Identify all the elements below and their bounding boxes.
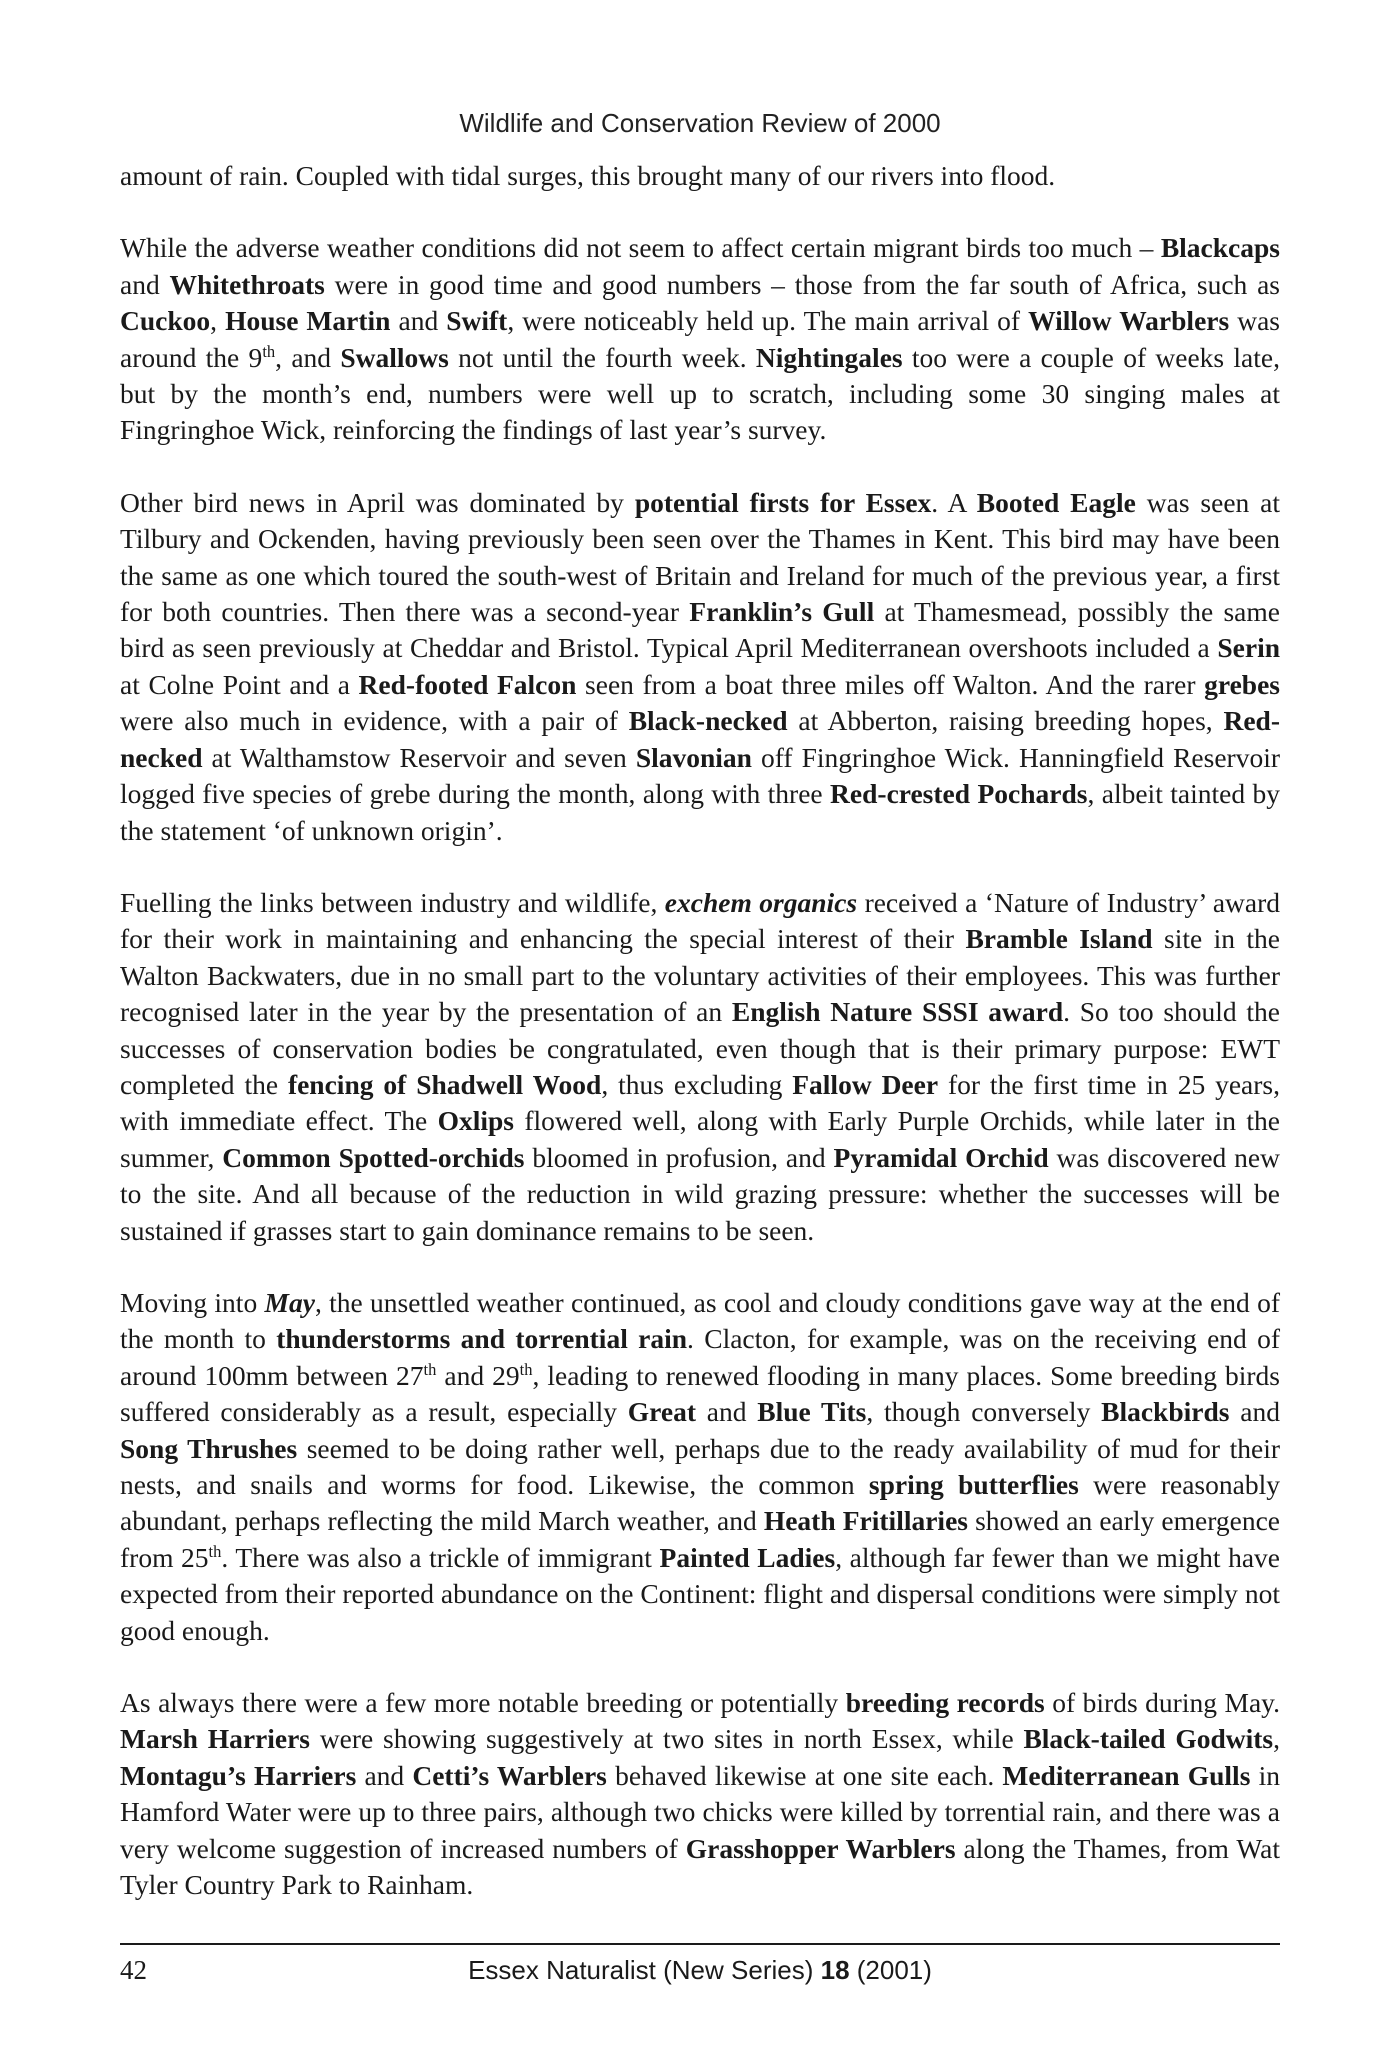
paragraph xyxy=(120,885,1280,1249)
bold-term: Black-tailed Godwits xyxy=(1023,1723,1274,1755)
text-run: , were noticeably held up. The main arrival of xyxy=(507,305,1029,337)
text-run: at Abberton, raising breeding hopes, xyxy=(787,705,1224,737)
text-run: Moving into xyxy=(120,1286,265,1318)
text-run: at Walthamstow Reservoir and seven xyxy=(202,741,636,773)
text-run: and xyxy=(120,268,170,300)
bold-term: Blackcaps xyxy=(1160,232,1280,264)
text-run: was around the 9 xyxy=(120,305,1280,373)
bold-term: Willow Warblers xyxy=(1028,305,1230,337)
journal-citation xyxy=(120,1955,1280,1986)
bold-term: potential firsts for Essex xyxy=(634,486,932,518)
bold-term: spring butterflies xyxy=(868,1469,1079,1500)
text-run: , albeit tainted by the statement ‘of unknown origin’. xyxy=(120,778,1281,846)
bold-term: Mediterranean Gulls xyxy=(1002,1759,1251,1791)
bold-term: fencing of Shadwell Wood xyxy=(287,1068,602,1100)
text-run: , leading to renewed flooding in many places. Some breeding birds suffered considerably as a result, especially xyxy=(120,1359,1281,1428)
text-run: of birds during May. xyxy=(1044,1687,1281,1719)
bold-term: Heath Fritillaries xyxy=(763,1505,968,1537)
emphasis-text: exchem organics xyxy=(664,886,858,918)
text-run: bloomed in profusion, and xyxy=(524,1141,834,1173)
text-run: and 29 xyxy=(436,1359,520,1391)
text-run: behaved likewise at one site each. xyxy=(606,1759,1003,1791)
bold-term: Common Spotted-orchids xyxy=(222,1141,525,1173)
bold-term: Oxlips xyxy=(437,1105,514,1137)
bold-term: Whitethroats xyxy=(169,268,325,300)
page-number: 42 xyxy=(120,1955,147,1985)
text-run: . There was also a trickle of immigrant xyxy=(221,1541,660,1573)
ordinal-suffix: th xyxy=(208,1541,222,1561)
bold-term: House Martin xyxy=(225,305,391,337)
article-body xyxy=(120,158,1280,1939)
bold-term: Fallow Deer xyxy=(792,1068,939,1100)
journal-volume: 18 xyxy=(820,1955,850,1985)
bold-term: Nightingales xyxy=(755,341,903,373)
paragraph xyxy=(120,1285,1280,1649)
text-run: and xyxy=(1229,1396,1280,1428)
running-head: Wildlife and Conservation Review of 2000 xyxy=(459,108,941,138)
text-run: showed an early emergence from 25 xyxy=(120,1505,1280,1573)
bold-term: Blackbirds xyxy=(1101,1396,1230,1428)
footer-rule xyxy=(120,1943,1280,1945)
bold-term: Pyramidal Orchid xyxy=(833,1141,1049,1173)
text-run: , although far fewer than we might have expected from their reported abundance on the Continent: flight and dispersal conditions were simply not good enough. xyxy=(120,1541,1281,1646)
ordinal-suffix: th xyxy=(262,341,276,361)
bold-term: Swift xyxy=(446,305,508,337)
text-run: were showing suggestively at two sites in north Essex, while xyxy=(310,1723,1024,1755)
journal-year: (2001) xyxy=(849,1955,932,1985)
text-run: . So too should the successes of conservation bodies be congratulated, even though that is their primary purpose: EWT completed the xyxy=(120,996,1280,1100)
ordinal-suffix: th xyxy=(519,1359,533,1379)
paragraph xyxy=(120,1685,1280,1903)
text-run: and xyxy=(356,1759,413,1791)
text-run: at Thamesmead, possibly the same bird as seen previously at Cheddar and Bristol. Typical April Mediterranean overshoots included a xyxy=(120,596,1280,664)
bold-term: Red-footed Falcon xyxy=(358,668,577,700)
bold-term: grebes xyxy=(1204,668,1280,700)
paragraph xyxy=(120,485,1280,849)
bold-term: English Nature SSSI award xyxy=(731,996,1064,1028)
bold-term: Bramble Island xyxy=(965,923,1153,955)
text-run: received a ‘Nature of Industry’ award for their work in maintaining and enhancing the special interest of their xyxy=(120,886,1280,955)
emphasis-text: May xyxy=(264,1286,315,1318)
text-run: in Hamford Water were up to three pairs, although two chicks were killed by torrential rain, and there was a very welcome suggestion of increased numbers of xyxy=(120,1759,1280,1864)
bold-term: Black-necked xyxy=(628,705,788,737)
text-run: , and xyxy=(275,341,341,373)
text-run: and xyxy=(390,305,447,337)
text-run: As always there were a few more notable breeding or potentially xyxy=(120,1687,846,1719)
text-run: was discovered new to the site. And all because of the reduction in wild grazing pressure: whether the successes will be sustained if grasses start to gain dominance remains to be seen. xyxy=(120,1141,1280,1246)
text-run: along the Thames, from Wat Tyler Country Park to Rainham. xyxy=(120,1832,1280,1901)
paragraph xyxy=(120,158,1280,194)
text-run: were also much in evidence, with a pair of xyxy=(120,705,629,737)
text-run: at Colne Point and a xyxy=(120,668,359,700)
text-run: for the first time in 25 years, with immediate effect. The xyxy=(120,1068,1280,1137)
text-run: , xyxy=(1273,1723,1280,1755)
ordinal-suffix: th xyxy=(423,1359,437,1379)
text-run: flowered well, along with Early Purple Orchids, while later in the summer, xyxy=(120,1105,1280,1173)
page-footer xyxy=(120,1955,1280,1991)
paragraph xyxy=(120,230,1280,448)
text-run: too were a couple of weeks late, but by the month’s end, numbers were well up to scratch, including some 30 singing males at Fingringhoe Wick, reinforcing the findings of last year’s survey. xyxy=(120,341,1280,446)
text-run: off Fingringhoe Wick. Hanningfield Reservoir logged five species of grebe during the month, along with three xyxy=(120,741,1280,810)
text-run: Fuelling the links between industry and wildlife, xyxy=(120,886,665,918)
text-run: . Clacton, for example, was on the receiving end of around 100mm between 27 xyxy=(120,1323,1280,1391)
text-run: , the unsettled weather continued, as cool and cloudy conditions gave way at the end of the month to xyxy=(120,1286,1280,1355)
bold-term: Cetti’s Warblers xyxy=(412,1759,607,1791)
text-run: seen from a boat three miles off Walton. And the rarer xyxy=(576,668,1205,700)
bold-term: Montagu’s Harriers xyxy=(120,1759,357,1791)
text-run: seemed to be doing rather well, perhaps due to the ready availability of mud for their nests, and snails and worms for food. Likewise, the common xyxy=(120,1432,1280,1500)
bold-term: breeding records xyxy=(845,1687,1045,1719)
text-run: and xyxy=(696,1396,758,1428)
text-run: were in good time and good numbers – those from the far south of Africa, such as xyxy=(324,268,1280,300)
text-run: not until the fourth week. xyxy=(448,341,756,373)
bold-term: Painted Ladies xyxy=(659,1541,836,1573)
bold-term: Grasshopper Warblers xyxy=(685,1832,956,1864)
text-run: was seen at Tilbury and Ockenden, having previously been seen over the Thames in Kent. This bird may have been the same as one which toured the south-west of Britain and Ireland for much of the previous year, a first for both countries. Then there was a second-year xyxy=(120,486,1281,628)
text-run: , though conversely xyxy=(866,1396,1102,1428)
text-run: While the adverse weather conditions did not seem to affect certain migrant birds too much – xyxy=(120,232,1161,264)
bold-term: Cuckoo xyxy=(120,305,211,337)
text-run: , thus excluding xyxy=(601,1068,793,1100)
text-run: Other bird news in April was dominated by xyxy=(120,486,635,518)
text-run: were reasonably abundant, perhaps reflecting the mild March weather, and xyxy=(120,1469,1280,1537)
journal-title: Essex Naturalist (New Series) xyxy=(468,1955,821,1985)
text-run: amount of rain. Coupled with tidal surges, this brought many of our rivers into flood. xyxy=(120,160,1056,191)
bold-term: Great xyxy=(627,1396,697,1428)
bold-term: Marsh Harriers xyxy=(120,1723,311,1755)
bold-term: thunderstorms and torrential rain xyxy=(276,1323,688,1355)
bold-term: Franklin’s Gull xyxy=(689,596,875,628)
bold-term: Blue Tits xyxy=(757,1396,867,1428)
bold-term: Slavonian xyxy=(635,741,752,773)
bold-term: Serin xyxy=(1217,632,1280,664)
bold-term: Red-necked xyxy=(120,705,1281,773)
bold-term: Song Thrushes xyxy=(120,1432,298,1464)
text-run: . A xyxy=(931,486,977,518)
bold-term: Swallows xyxy=(340,341,449,373)
text-run: site in the Walton Backwaters, due in no small part to the voluntary activities of their employees. This was further recognised later in the year by the presentation of an xyxy=(120,923,1280,1028)
text-run: , xyxy=(210,305,226,337)
bold-term: Red-crested Pochards xyxy=(830,778,1088,810)
bold-term: Booted Eagle xyxy=(976,486,1136,518)
